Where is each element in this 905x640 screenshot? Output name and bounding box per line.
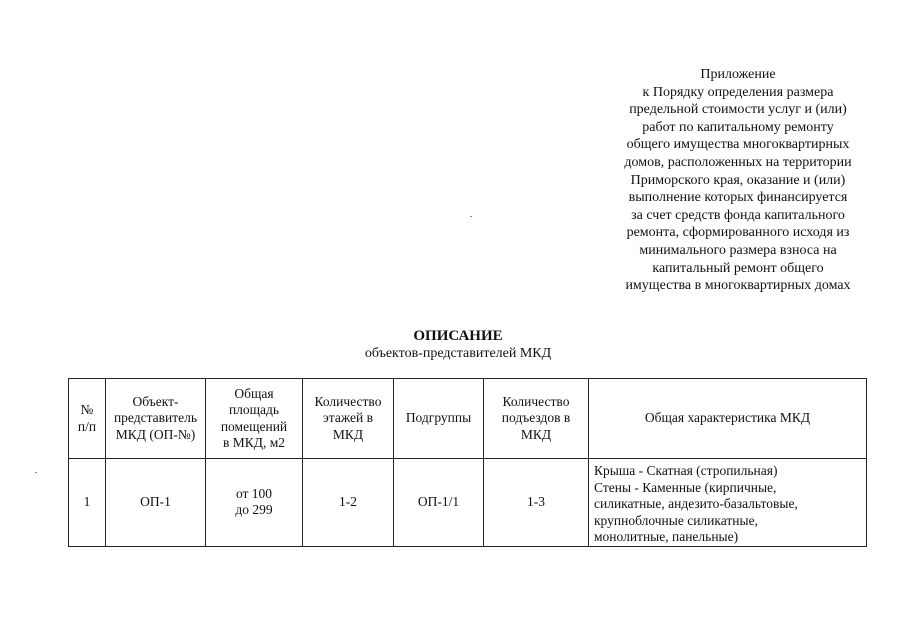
header-text-line: Объект- bbox=[132, 393, 179, 409]
cell-text-line: от 100 bbox=[235, 485, 273, 501]
cell-area bbox=[206, 459, 303, 547]
scan-speck bbox=[35, 472, 37, 473]
appendix-line: имущества в многоквартирных домах bbox=[625, 278, 851, 294]
header-text-line: Общая характеристика МКД bbox=[644, 410, 811, 426]
cell-entrances bbox=[484, 459, 589, 547]
document-subtitle: объектов-представителей МКД bbox=[364, 346, 552, 361]
document-title: ОПИСАНИЕ bbox=[413, 328, 503, 344]
header-text-line: в МКД, м2 bbox=[222, 435, 285, 450]
appendix-line: ремонта, сформированного исходя из bbox=[626, 225, 850, 241]
cell-text-line: 1-3 bbox=[527, 494, 545, 509]
header-text-line: Количество bbox=[502, 393, 570, 409]
cell-number bbox=[69, 459, 106, 547]
header-text-line: МКД (ОП-№) bbox=[115, 426, 196, 442]
appendix-heading bbox=[600, 66, 876, 295]
appendix-line: общего имущества многоквартирных bbox=[626, 137, 850, 153]
header-text-line: Количество bbox=[314, 393, 382, 409]
header-object bbox=[106, 379, 206, 459]
table-row bbox=[69, 459, 867, 547]
header-text-line: представитель bbox=[113, 410, 198, 426]
appendix-line: выполнение которых финансируется bbox=[628, 190, 848, 206]
header-text-line: этажей в bbox=[323, 410, 373, 426]
header-text-line: МКД bbox=[332, 426, 364, 442]
table-header-row bbox=[69, 379, 867, 459]
cell-text-line: ОП-1 bbox=[140, 494, 171, 509]
appendix-line: минимального размера взноса на bbox=[639, 242, 837, 258]
header-subgroups bbox=[394, 379, 484, 459]
cell-text-line: Стены - Каменные (кирпичные, bbox=[594, 479, 777, 495]
cell-text-line: 1 bbox=[83, 494, 91, 509]
header-text-line: Подгруппы bbox=[405, 410, 472, 426]
cell-text-line: ОП-1/1 bbox=[417, 494, 460, 509]
appendix-line: Приморского края, оказание и (или) bbox=[630, 172, 846, 188]
header-text-line: Общая bbox=[234, 385, 274, 401]
header-text-line: площадь bbox=[228, 402, 280, 417]
header-entrances bbox=[484, 379, 589, 459]
header-text-line: № bbox=[80, 402, 94, 417]
header-characteristics bbox=[589, 379, 867, 459]
cell-text-line: Крыша - Скатная (стропильная) bbox=[594, 463, 778, 478]
cell-text-line: 1-2 bbox=[339, 494, 357, 509]
appendix-line: домов, расположенных на территории bbox=[624, 154, 852, 170]
header-text-line: подъездов в bbox=[501, 410, 571, 426]
appendix-line: за счет средств фонда капитального bbox=[631, 207, 845, 223]
scan-speck bbox=[470, 216, 472, 217]
appendix-line: к Порядку определения размера bbox=[642, 84, 834, 100]
cell-floors bbox=[303, 459, 394, 547]
header-area bbox=[206, 379, 303, 459]
header-text-line: помещений bbox=[220, 418, 288, 434]
appendix-line: предельной стоимости услуг и (или) bbox=[629, 102, 847, 118]
appendix-line: капитальный ремонт общего bbox=[652, 260, 824, 276]
header-text-line: МКД bbox=[520, 426, 552, 442]
header-number bbox=[69, 379, 106, 459]
cell-subgroup bbox=[394, 459, 484, 547]
header-floors bbox=[303, 379, 394, 459]
appendix-line: работ по капитальному ремонту bbox=[642, 119, 834, 135]
cell-text-line: крупноблочные силикатные, bbox=[594, 512, 758, 528]
appendix-line: Приложение bbox=[700, 67, 776, 82]
cell-characteristics bbox=[589, 459, 867, 547]
cell-text-line: силикатные, андезито-базальтовые, bbox=[594, 496, 798, 511]
cell-text-line: монолитные, панельные) bbox=[594, 529, 739, 544]
cell-text-line: до 299 bbox=[235, 502, 273, 518]
objects-table bbox=[68, 378, 867, 547]
cell-object bbox=[106, 459, 206, 547]
header-text-line: п/п bbox=[77, 418, 97, 434]
